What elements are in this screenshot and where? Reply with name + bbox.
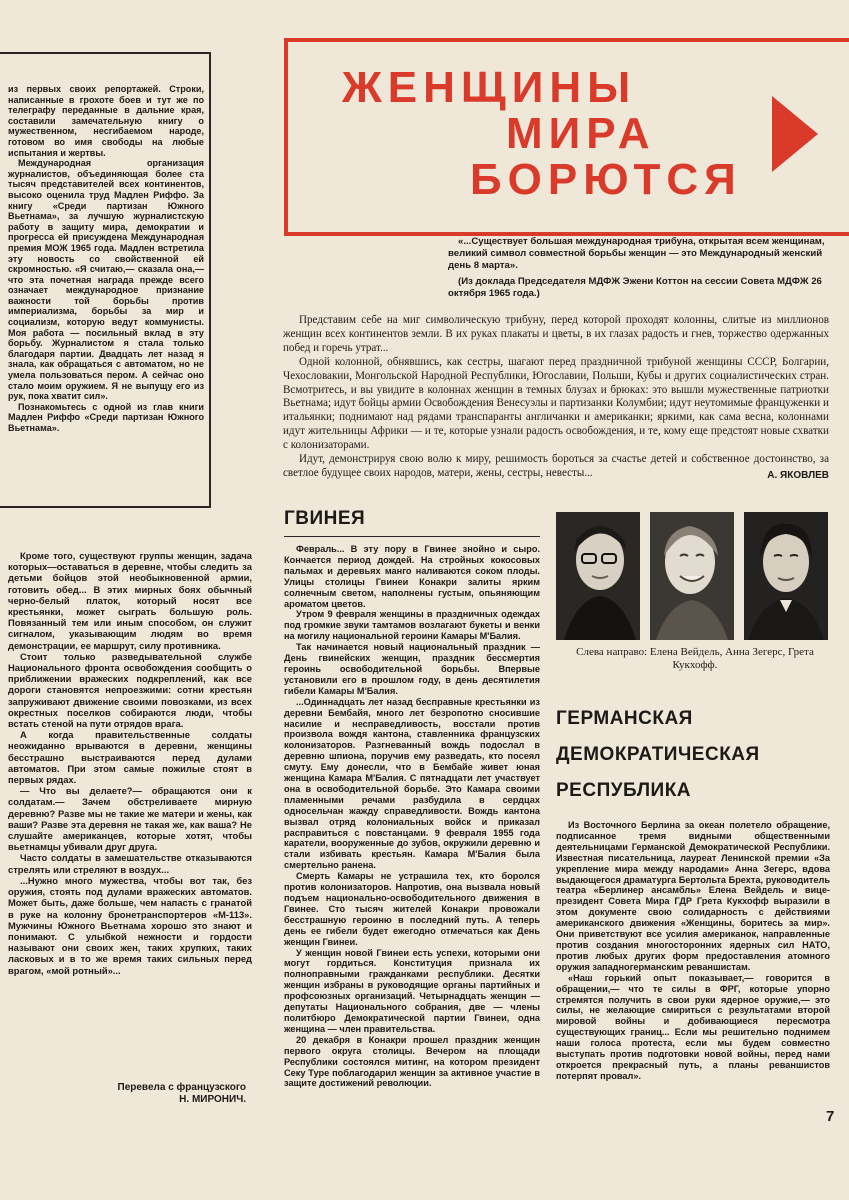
intro-paragraph: Одной колонной, обнявшись, как сестры, шагают перед праздничной трибуной женщины СССР, Болгарии, Чехословакии, Монгольской Народной Республики, Югославии, Польши, Кубы и других социалистических стран. Всмотритесь, и вы увидите в колоннах женщин в темных блузах и брюках: это вышли мужественные патриотки Вьетнама; идут бойцы армии Освобождения Венесуэлы и партизанки Колумбии; идут неутомимые француженки и итальянки; поднимают над рядами транспаранты англичанки и американки; яркими, как сама весна, колоннами идут жительницы Африки — и те, которые узнали радость освобождения, и те, кому еще предстоят новые схватки с колонизаторами. <box>283 355 829 452</box>
left-paragraph: Кроме того, существуют группы женщин, задача которых—оставаться в деревне, чтобы следить за детьми бойцов этой необыкновенной армии, готовить обед... В этих мирных боях обычный черно-белый платок, который носят все крестьянки, может сыграть большую роль. Повязанный тем или иным способом, он служит сигналом, указывающим людям во время демонстрации, ее маршрут, силу противника. <box>8 550 252 651</box>
sidebar-signature: А. ЯКОВЛЕВ <box>767 470 829 481</box>
photo-caption: Слева направо: Елена Вейдель, Анна Зегерс, Грета Кукхофф. <box>576 646 814 671</box>
page-number: 7 <box>826 1108 835 1125</box>
sidebar-paragraph: Международная организация журналистов, объединяющая более ста тысяч представителей всех континентов, высоко оценила труд Мадлен Риффо. За книгу «Среди партизан Южного Вьетнама», за лучшую журналистскую работу в защиту мира, демократии и прогресса ей присуждена Международная премия МОЖ 1965 года. Мадлен встретила эту новость со свойственной ей скромностью. «Я считаю,— сказала она,— что эта почетная награда прежде всего означает международное признание важности той борьбы против империализма, борьбы за мир и социализм, которую ведут коммунисты. Моя работа — посильный вклад в эту борьбу. Журналистом я стала только благодаря партии. Двадцать лет назад я знала, как обращаться с автоматом, но не умела пользоваться пером. А сейчас оно стало моим оружием. Я не выпущу его из рук, пока хватит сил». <box>8 158 204 402</box>
portrait-photo-2-image <box>650 512 734 640</box>
gdr-paragraph: Из Восточного Берлина за океан полетело обращение, подписанное тремя видными общественными деятельницами Германской Демократической Республики. Известная писательница, лауреат Ленинской премии «За укрепление мира между народами» Анна Зегерс, вдова выдающегося драматурга Бертольта Брехта, руководитель театра «Берлинер ансамбль» Елена Вейдель и вице-президент Совета Мира ГДР Грета Кукхофф выразили в этом документе свою солидарность с действиями американского движения «Женщины, боритесь за мир». Они приветствуют все усилия американок, направленные против создания многосторонних ядерных сил НАТО, против любых других форм предоставления атомного оружия западногерманским реваншистам. <box>556 820 830 972</box>
gdr-heading-line-3: РЕСПУБЛИКА <box>556 780 692 801</box>
guinea-heading: ГВИНЕЯ <box>284 508 366 529</box>
guinea-column <box>284 544 540 1089</box>
sidebar-paragraph: Познакомьтесь с одной из глав книги Мадлен Риффо «Среди партизан Южного Вьетнама». <box>8 401 204 433</box>
title-line-3: БОРЮТСЯ <box>470 155 742 204</box>
portrait-photo-1-image <box>556 512 640 640</box>
title-line-1: ЖЕНЩИНЫ <box>342 63 637 112</box>
gdr-heading-line-2: ДЕМОКРАТИЧЕСКАЯ <box>556 744 760 765</box>
guinea-paragraph: Смерть Камары не устрашила тех, кто боролся против колонизаторов. Напротив, она вызвала новый подъем национально-освободительного движения в Гвинее. Сто тысяч жителей Конакри провожали бесстрашную героиню в последний путь. А теперь день ее гибели будет ежегодно отмечаться как День женщин Гвинеи. <box>284 871 540 947</box>
guinea-paragraph: Февраль... В эту пору в Гвинее знойно и сыро. Кончается период дождей. На стройных кокосовых пальмах и деревьях манго наливаются соком плоды. Улицы столицы Гвинеи Конакри залиты ярким солнечным светом, наполнены густым, опьяняющим ароматом цветов. <box>284 544 540 609</box>
guinea-paragraph: Утром 9 февраля женщины в праздничных одеждах под громкие звуки тамтамов возлагают букеты и венки на могилу национальной героини Камары М'Балия. <box>284 609 540 642</box>
gdr-heading-line-1: ГЕРМАНСКАЯ <box>556 708 693 729</box>
left-paragraph: Часто солдаты в замешательстве отказываются стрелять или стреляют в воздух... <box>8 852 252 875</box>
epigraph-quote: «...Существует большая международная трибуна, открытая всем женщинам, великий символ совместной борьбы женщин — это Международный женский день 8 марта». <box>448 236 825 272</box>
arrow-icon <box>772 96 818 172</box>
title-line-2: МИРА <box>506 109 656 158</box>
epigraph <box>448 236 841 300</box>
guinea-paragraph: Так начинается новый национальный праздник — День гвинейских женщин, праздник бессмертия героинь освободительной борьбы. Впервые установили его в прошлом году, в день десятилетия гибели Камары М'Балия. <box>284 642 540 696</box>
guinea-paragraph: ...Одиннадцать лет назад бесправные крестьянки из деревни Бембайя, много лет безропотно сносившие насилие и несправедливость, восстали против произвола вождя кантона, ставленника французских колонизаторов. Разгневанный вождь подослал в деревню шпиона, поручив ему разведать, кто посеял смуту. Ему донесли, что в Бембайе живет юная женщина Камара М'Балия. С пятнадцати лет участвует она в освободительной борьбе. Это Камара своими пламенными речами разбудила в сердцах односельчан жажду справедливости. Вождь кантона вызвал отряд колониальных войск и приказал расправиться с повстанцами. 9 февраля 1955 года каратели, вооруженные до зубов, окружили деревню и стали избивать крестьян. Камара М'Балия была смертельно ранена. <box>284 696 540 871</box>
guinea-paragraph: У женщин новой Гвинеи есть успехи, которыми они могут гордиться. Конституция признала их полноправными гражданками республики. Десятки женщин избраны в руководящие органы партийных и профсоюзных организаций. Четырнадцать женщин — депутаты Национального собрания, две — члены политбюро Демократической партии Гвинеи, одна женщина — член правительства. <box>284 947 540 1034</box>
sidebar-paragraph: из первых своих репортажей. Строки, написанные в грохоте боев и тут же по телеграфу переданные в дальние края, составили замечательную книгу о мужественном, несгибаемом народе, готовом во имя свободы на любые испытания и жертвы. <box>8 84 204 158</box>
epigraph-source: (Из доклада Председателя МДФЖ Эжени Коттон на сессии Совета МДФЖ 26 октября 1965 года.) <box>448 275 822 299</box>
gdr-column <box>556 820 830 1082</box>
portrait-photo-3 <box>744 512 828 640</box>
intro-paragraph: Идут, демонстрируя свою волю к миру, решимость бороться за счастье детей и собственное достоинство, за светлое будущее своих народов, матери, жены, сестры, невесты... <box>283 453 829 479</box>
translator-credit <box>60 1082 246 1106</box>
portrait-photo-1 <box>556 512 640 640</box>
portrait-photo-3-image <box>744 512 828 640</box>
intro-text <box>283 314 829 481</box>
left-paragraph: Стоит только разведывательной службе Национального фронта освобождения сообщить о приближении вражеских подкреплений, как все дороги становятся непроезжими: сотни крестьян запруживают движение своими повозками, из всех окрестных поселков собираются люди, чтобы встать стеной на пути отрядов врага. <box>8 650 252 730</box>
left-paragraph: — Что вы делаете?— обращаются они к солдатам.— Зачем обстреливаете мирную деревню? Разве мы не такие же матери и жены, как ваши? Разве эта деревня не такая же, как ваша? Не слушайте американцев, которые хотят, чтобы вьетнамцы убивали друг друга. <box>8 785 252 853</box>
intro-paragraph: Представим себе на миг символическую трибуну, перед которой проходят колонны, слитые из миллионов женщин всех континентов земли. В их руках плакаты и цветы, в их глазах радость и гнев, торжество одержанных побед и горечь утрат... <box>283 314 829 354</box>
left-paragraph: ...Нужно много мужества, чтобы вот так, без оружия, стоять под дулами вражеских автоматов. Может быть, даже больше, чем напасть с гранатой в руке на колонну бронетранспортеров «М-113». Мужчины Южного Вьетнама хорошо это знают и понимают. С улыбкой нежности и гордости называют они своих жен, таких хрупких, таких ласковых и в то же время таких сильных перед врагом, «мой ротный»... <box>8 874 252 976</box>
guinea-rule <box>284 536 540 537</box>
left-paragraph: А когда правительственные солдаты неожиданно врываются в деревни, женщины бесстрашно выстраиваются перед дулами автоматов. При этом самые пожилые стоят в первых рядах. <box>8 729 252 786</box>
portrait-photo-2 <box>650 512 734 640</box>
left-column <box>8 550 252 976</box>
credit-line: Н. МИРОНИЧ. <box>179 1094 246 1105</box>
credit-line: Перевела с французского <box>117 1082 246 1093</box>
gdr-paragraph: «Наш горький опыт показывает,— говорится в обращении,— что те силы в ФРГ, которые упорно стремятся получить в свои руки ядерное оружие,— это силы, не желающие смириться с результатами второй мировой войны и добивающиеся пересмотра существующих границ... Если мы решительно поднимем наши голоса протеста, если мы будем совместно выступать против подготовки новой войны, перед нами откроется прекрасный путь, а планы реваншистов потерпят провал». <box>556 972 830 1081</box>
sidebar-text <box>8 84 204 434</box>
guinea-paragraph: 20 декабря в Конакри прошел праздник женщин первого округа столицы. Вечером на площади Республики состоялся митинг, на котором президент Секу Туре поблагодарил женщин за активное участие в защите достижений революции. <box>284 1034 540 1089</box>
